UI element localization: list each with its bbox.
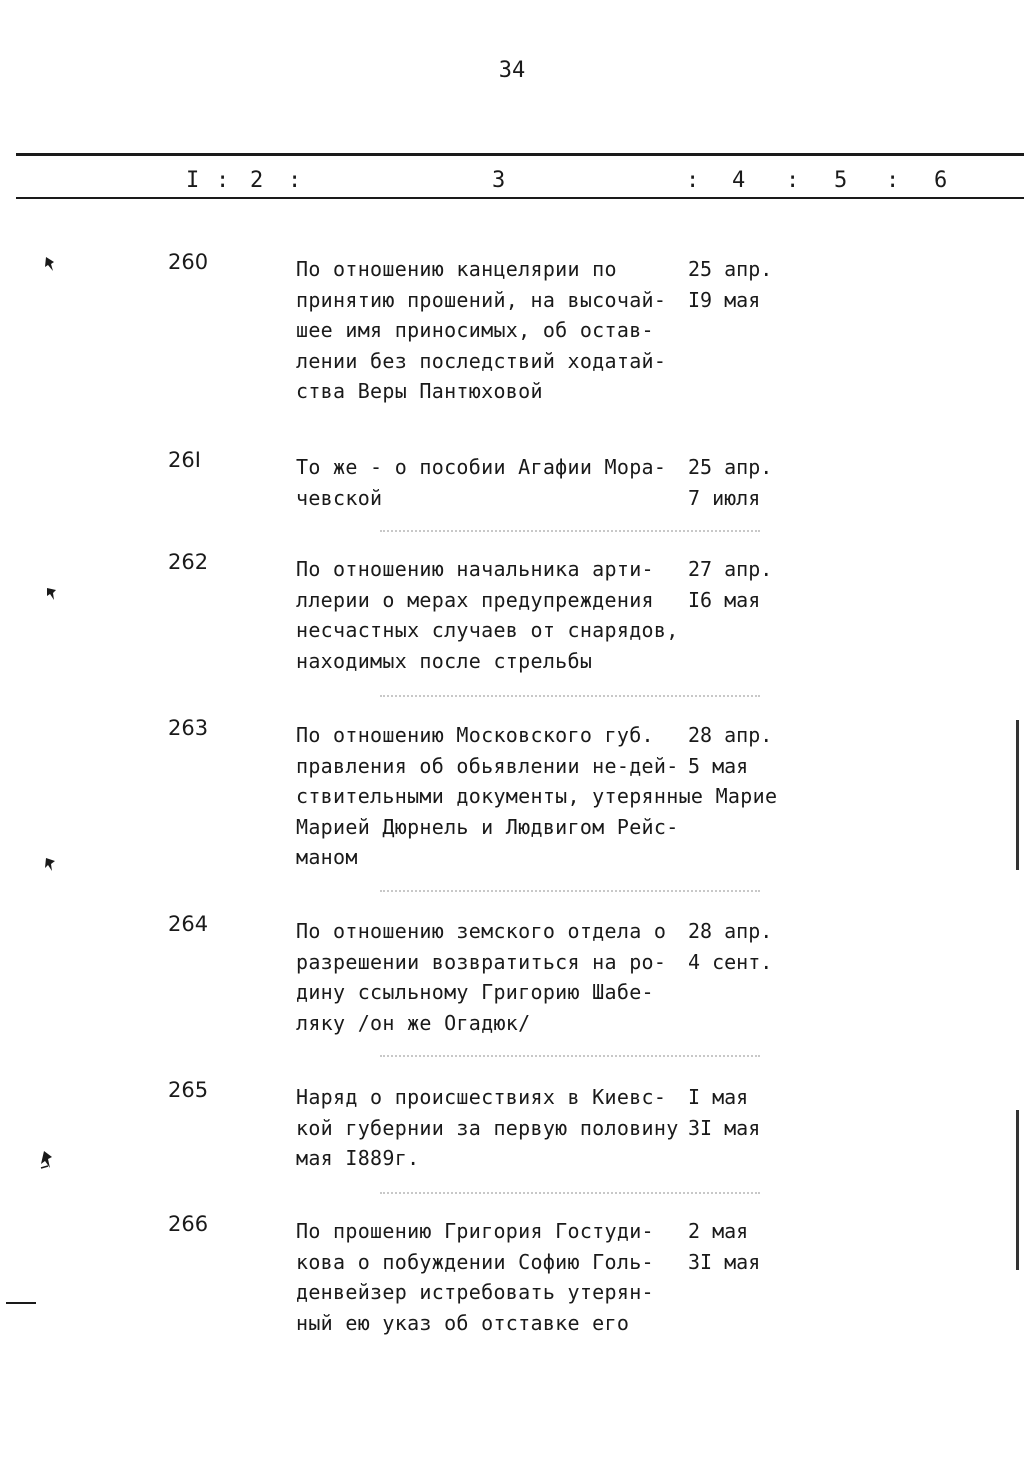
column-header-1: I (186, 168, 200, 193)
separator-dots (380, 695, 760, 697)
margin-dash (6, 1302, 36, 1304)
page-edge-line (1016, 720, 1019, 870)
entry-dates: 25 апр. I9 мая (688, 257, 773, 312)
separator-dots (380, 1055, 760, 1057)
column-header-4: 4 (732, 168, 746, 193)
entry-description: По отношению Московского губ. правления об обьявлении не-дей- ствительными документы, утерянные Марие Марией Дюрнель и Людвигом Рейс- маном (296, 723, 778, 869)
column-separator: : (886, 168, 900, 193)
binding-mark-icon (44, 856, 54, 870)
entry-description: По отношению канцелярии по принятию прошений, на высочай- шее имя приносимых, об остав- лении без последствий ходатай- ства Веры Пантюховой (296, 257, 667, 403)
entry-dates: 28 апр. 4 сент. (688, 919, 773, 974)
entry-description: По прошению Григория Гостуди- кова о побуждении Софию Голь- денвейзер истребовать утерян- ный ею указ об отставке его (296, 1219, 654, 1335)
column-header-3: 3 (492, 168, 506, 193)
header-rule-bottom (16, 197, 1024, 199)
column-separator: : (288, 168, 302, 193)
entry-dates: 27 апр. I6 мая (688, 557, 773, 612)
entry-description: Наряд о происшествиях в Киевс- кой губернии за первую половину мая I889г. (296, 1085, 679, 1170)
entry-number: 264 (168, 912, 209, 936)
entry-description: По отношению начальника арти- ллерии о мерах предупреждения несчастных случаев от снарядов, находимых после стрельбы (296, 557, 679, 673)
column-separator: : (686, 168, 700, 193)
column-header-5: 5 (834, 168, 848, 193)
binding-mark-icon (40, 1150, 50, 1164)
entry-number: 260 (168, 250, 209, 274)
binding-mark-icon (44, 256, 54, 270)
column-separator: : (216, 168, 230, 193)
separator-dots (380, 890, 760, 892)
page-edge-line (1016, 1110, 1019, 1270)
entry-dates: 25 апр. 7 июля (688, 455, 773, 510)
entry-number: 263 (168, 716, 209, 740)
entry-number: 262 (168, 550, 209, 574)
entry-dates: 28 апр. 5 мая (688, 723, 773, 778)
entry-dates: I мая 3I мая (688, 1085, 761, 1140)
entry-number: 266 (168, 1212, 209, 1236)
entry-dates: 2 мая 3I мая (688, 1219, 761, 1274)
page-number: 34 (498, 58, 526, 83)
entry-description: По отношению земского отдела о разрешении возвратиться на ро- дину ссыльному Григорию Шабе- ляку /он же Огадюк/ (296, 919, 667, 1035)
column-header-2: 2 (250, 168, 264, 193)
column-separator: : (786, 168, 800, 193)
binding-mark-icon (46, 586, 56, 600)
column-header-6: 6 (934, 168, 948, 193)
entry-description: То же - о пособии Агафии Мора- чевской (296, 455, 667, 510)
separator-dots (380, 1192, 760, 1194)
entry-number: 265 (168, 1078, 209, 1102)
entry-number: 26I (168, 448, 201, 472)
separator-dots (380, 530, 760, 532)
header-rule-top (16, 153, 1024, 156)
